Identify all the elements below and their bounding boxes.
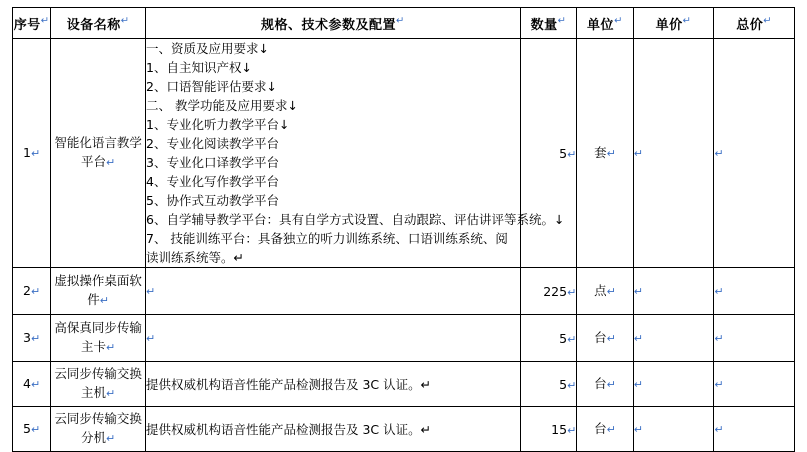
- row-unit: [577, 268, 633, 315]
- row-spec: [146, 39, 565, 268]
- row-total-price: [714, 39, 795, 268]
- spec-line: 3、专业化口译教学平台: [146, 155, 279, 170]
- row-total-price-mark: ↵: [714, 377, 724, 391]
- row-total-price: [714, 315, 795, 362]
- row-unit-mark: ↵: [606, 377, 616, 391]
- header-mark-name: ↵: [120, 15, 130, 27]
- row-equipment-name-value: 云同步传输交换主机: [54, 366, 142, 400]
- header-label-spec: 规格、技术参数及配置: [260, 17, 396, 33]
- spec-line: 7、 技能训练平台：具备独立的听力训练系统、口语训练系统、阅读训练系统等。↵: [146, 231, 508, 265]
- row-qty-value: 225: [543, 283, 568, 299]
- row-equipment-name-mark: ↵: [106, 341, 116, 354]
- row-unit-value: 台: [594, 420, 607, 436]
- row-unit-mark: ↵: [606, 284, 616, 298]
- row-unit-price-mark: ↵: [633, 331, 643, 345]
- row-qty-mark: ↵: [567, 332, 577, 346]
- row-unit-price: [633, 315, 714, 362]
- row-total-price-mark: ↵: [714, 146, 724, 160]
- header-label-unit: 单位: [587, 17, 615, 33]
- header-label-qty: 数量: [530, 17, 558, 33]
- row-qty: [520, 362, 576, 407]
- row-equipment-name: [51, 407, 146, 452]
- row-no-mark: ↵: [31, 146, 41, 160]
- row-no-value: 5: [23, 420, 31, 436]
- row-qty-value: 15: [551, 421, 568, 437]
- row-equipment-name-value: 智能化语言教学平台: [54, 135, 142, 169]
- row-unit-price: [633, 39, 714, 268]
- header-cell-unit: [577, 8, 633, 39]
- row-unit-mark: ↵: [606, 331, 616, 345]
- row-no: [13, 362, 51, 407]
- row-no: [13, 315, 51, 362]
- row-total-price-mark: ↵: [714, 284, 724, 298]
- row-equipment-name-mark: ↵: [106, 387, 116, 400]
- row-unit-value: 点: [594, 282, 607, 298]
- row-total-price: [714, 407, 795, 452]
- row-no: [13, 39, 51, 268]
- table-row: [13, 268, 795, 315]
- row-qty: [520, 268, 576, 315]
- row-qty-value: 5: [559, 376, 568, 392]
- row-no: [13, 407, 51, 452]
- row-qty-mark: ↵: [567, 285, 577, 299]
- row-equipment-name: [51, 268, 146, 315]
- row-no-mark: ↵: [31, 284, 41, 298]
- row-equipment-name: [51, 315, 146, 362]
- spec-line: 一、资质及应用要求↓: [146, 41, 269, 56]
- spec-line: 提供权威机构语音性能产品检测报告及 3C 认证。↵: [146, 421, 432, 437]
- row-equipment-name-value: 云同步传输交换分机: [54, 411, 142, 445]
- header-cell-name: [51, 8, 146, 39]
- spec-line: 1、专业化听力教学平台↓: [146, 117, 290, 132]
- header-mark-qty: ↵: [557, 15, 567, 27]
- spec-line: 6、自学辅导教学平台：具有自学方式设置、自动跟踪、评估讲评等系统。↓: [146, 212, 565, 227]
- row-spec: [146, 362, 521, 407]
- row-spec: [146, 407, 521, 452]
- row-no-value: 2: [23, 282, 31, 298]
- row-equipment-name-mark: ↵: [106, 156, 116, 169]
- row-unit-price-mark: ↵: [633, 422, 643, 436]
- row-no: [13, 268, 51, 315]
- header-cell-price: [633, 8, 714, 39]
- table-row: [13, 362, 795, 407]
- header-cell-spec: [146, 8, 521, 39]
- row-no-value: 1: [23, 144, 31, 160]
- row-qty-value: 5: [559, 145, 568, 161]
- spec-line: 提供权威机构语音性能产品检测报告及 3C 认证。↵: [146, 376, 432, 392]
- row-equipment-name-mark: ↵: [99, 294, 109, 307]
- header-cell-no: [13, 8, 51, 39]
- row-spec-mark: ↵: [146, 331, 156, 345]
- row-qty-value: 5: [559, 330, 568, 346]
- header-label-no: 序号: [13, 17, 41, 33]
- row-equipment-name-value: 高保真同步传输主卡: [54, 320, 142, 354]
- row-unit-mark: ↵: [606, 422, 616, 436]
- header-cell-qty: [520, 8, 576, 39]
- row-qty: [520, 39, 576, 268]
- row-equipment-name: [51, 362, 146, 407]
- row-equipment-name: [51, 39, 146, 268]
- table-row: [13, 315, 795, 362]
- row-unit: [577, 315, 633, 362]
- row-no-value: 4: [23, 375, 31, 391]
- table-row: [13, 39, 795, 268]
- header-cell-total: [714, 8, 795, 39]
- spec-line: 4、专业化写作教学平台: [146, 174, 279, 189]
- spec-line: 1、自主知识产权↓: [146, 60, 252, 75]
- spec-line: 2、专业化阅读教学平台: [146, 136, 279, 151]
- header-mark-total: ↵: [763, 15, 773, 27]
- row-unit-price: [633, 407, 714, 452]
- row-equipment-name-mark: ↵: [106, 432, 116, 445]
- header-label-name: 设备名称: [66, 17, 121, 33]
- row-unit-price: [633, 362, 714, 407]
- row-unit: [577, 407, 633, 452]
- row-total-price-mark: ↵: [714, 422, 724, 436]
- row-qty-mark: ↵: [567, 378, 577, 392]
- spec-line: 5、协作式互动教学平台: [146, 193, 279, 208]
- header-mark-unit: ↵: [614, 15, 623, 27]
- row-no-value: 3: [23, 329, 31, 345]
- row-unit-value: 套: [594, 144, 607, 160]
- table-row: [13, 407, 795, 452]
- spec-line: 二、 教学功能及应用要求↓: [146, 98, 298, 113]
- table-header-row: [13, 8, 795, 39]
- row-spec: [146, 268, 521, 315]
- row-total-price: [714, 268, 795, 315]
- row-unit-price: [633, 268, 714, 315]
- header-mark-no: ↵: [40, 15, 50, 27]
- row-qty: [520, 315, 576, 362]
- header-mark-price: ↵: [682, 15, 692, 27]
- row-unit-value: 台: [594, 375, 607, 391]
- row-no-mark: ↵: [31, 422, 41, 436]
- row-qty-mark: ↵: [567, 147, 577, 161]
- row-unit: [577, 39, 633, 268]
- row-qty: [520, 407, 576, 452]
- row-unit-price-mark: ↵: [633, 146, 643, 160]
- header-label-total: 总价: [736, 17, 764, 33]
- row-equipment-name-value: 虚拟操作桌面软件: [54, 273, 142, 307]
- row-unit-price-mark: ↵: [633, 377, 643, 391]
- row-no-mark: ↵: [31, 377, 41, 391]
- row-spec-mark: ↵: [146, 284, 156, 298]
- row-unit-value: 台: [594, 329, 607, 345]
- header-mark-spec: ↵: [396, 15, 405, 27]
- row-unit: [577, 362, 633, 407]
- spec-line: 2、口语智能评估要求↓: [146, 79, 277, 94]
- header-label-price: 单价: [655, 17, 683, 33]
- row-total-price-mark: ↵: [714, 331, 724, 345]
- row-no-mark: ↵: [31, 331, 41, 345]
- row-unit-price-mark: ↵: [633, 284, 643, 298]
- equipment-table: [12, 7, 795, 452]
- row-total-price: [714, 362, 795, 407]
- row-unit-mark: ↵: [606, 146, 616, 160]
- row-qty-mark: ↵: [567, 423, 577, 437]
- row-spec: [146, 315, 521, 362]
